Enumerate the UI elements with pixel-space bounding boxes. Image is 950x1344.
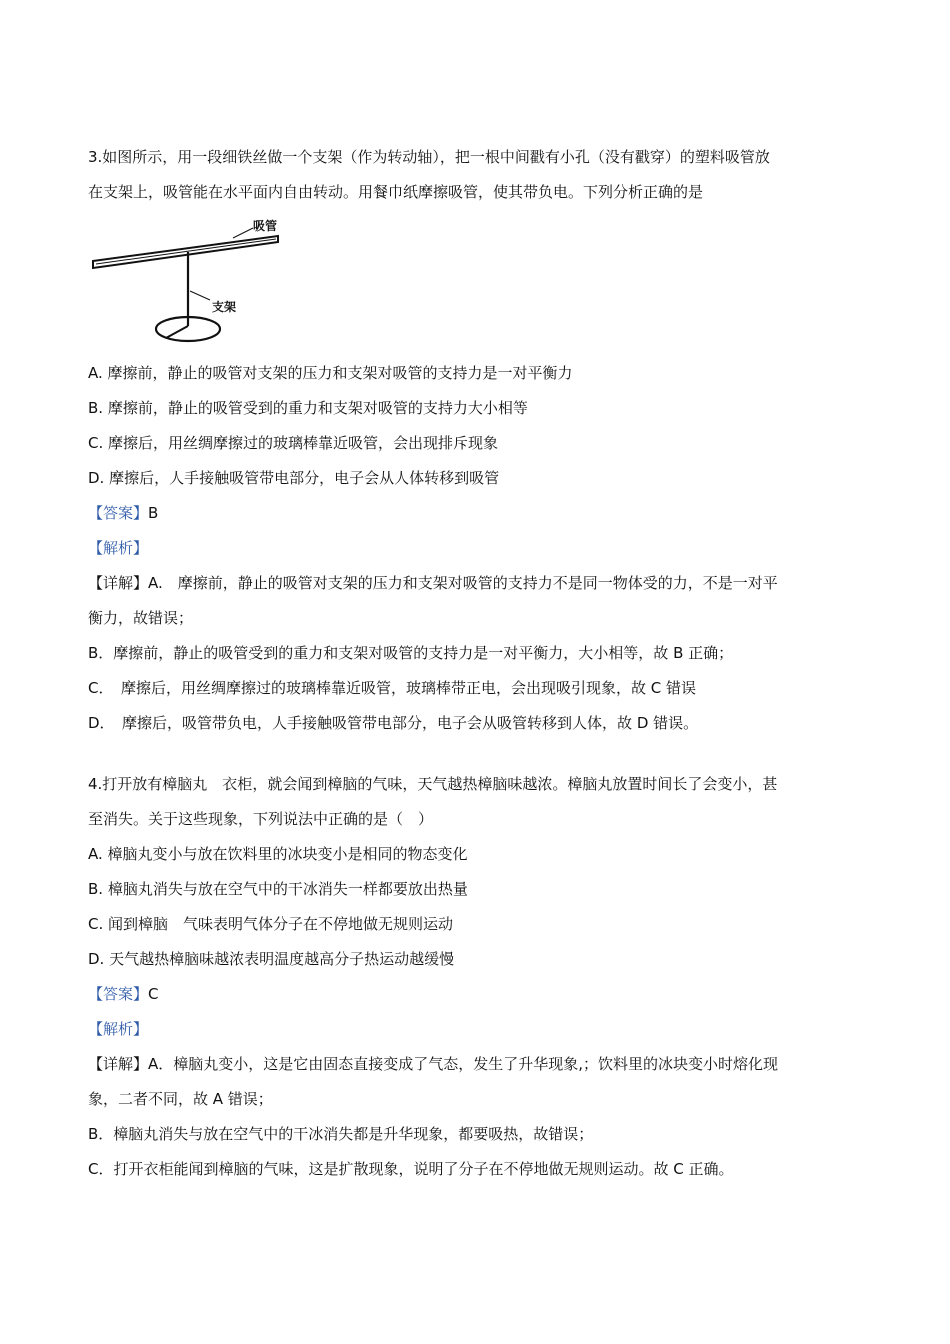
q4-detail-line-2: 象，二者不同，故 A 错误； [88,1090,273,1108]
q4-option-b: B. 樟脑丸消失与放在空气中的干冰消失一样都要放出热量 [88,880,468,898]
q3-answer-value: B [148,504,159,522]
straw-stand-figure [88,216,308,348]
q3-detail-b: B．摩擦前，静止的吸管受到的重力和支架对吸管的支持力是一对平衡力，大小相等，故 B 正确； [88,644,734,662]
q3-answer [88,496,878,531]
q4-option-d: D. 天气越热樟脑味越浓表明温度越高分子热运动越缓慢 [88,950,455,968]
q4-detail-line-1 [88,1047,878,1082]
q4-analysis-tag: 【解析】 [88,1020,149,1038]
q4-analysis [88,1012,878,1047]
q3-analysis-tag: 【解析】 [88,539,149,557]
q4-answer-tag: 【答案】 [88,985,149,1003]
q4-option-a: A. 樟脑丸变小与放在饮料里的冰块变小是相同的物态变化 [88,845,468,863]
q4-answer-value: C [148,985,159,1003]
q3-answer-tag: 【答案】 [88,504,149,522]
q4-answer [88,977,878,1012]
q3-detail-text-1: A. 摩擦前，静止的吸管对支架的压力和支架对吸管的支持力不是同一物体受的力，不是一对平 [148,574,778,592]
q3-detail-tag: 【详解】 [88,574,149,592]
q3-detail-line-1 [88,566,878,601]
q3-option-c: C. 摩擦后，用丝绸摩擦过的玻璃棒靠近吸管，会出现排斥现象 [88,434,499,452]
straw-label: 吸管 [253,219,278,233]
q4-stem-line-1: 4.打开放有樟脑丸 衣柜，就会闻到樟脑的气味，天气越热樟脑味越浓。樟脑丸放置时间长了会变小，甚 [88,775,778,793]
stand-label: 支架 [212,300,237,314]
q4-detail-c: C．打开衣柜能闻到樟脑的气味，这是扩散现象，说明了分子在不停地做无规则运动。故 C 正确。 [88,1160,734,1178]
straw-stand-diagram [88,216,308,348]
q3-detail-c: C． 摩擦后，用丝绸摩擦过的玻璃棒靠近吸管，玻璃棒带正电，会出现吸引现象，故 C 错误 [88,679,696,697]
q4-detail-tag: 【详解】 [88,1055,149,1073]
q3-stem-line-1: 3.如图所示，用一段细铁丝做一个支架（作为转动轴），把一根中间戳有小孔（没有戳穿）的塑料吸管放 [88,148,770,166]
q3-option-a: A. 摩擦前，静止的吸管对支架的压力和支架对吸管的支持力是一对平衡力 [88,364,573,382]
q3-option-d: D. 摩擦后，人手接触吸管带电部分，电子会从人体转移到吸管 [88,469,500,487]
q4-option-c: C. 闻到樟脑 气味表明气体分子在不停地做无规则运动 [88,915,454,933]
q3-option-b: B. 摩擦前，静止的吸管受到的重力和支架对吸管的支持力大小相等 [88,399,528,417]
q4-stem-line-2: 至消失。关于这些现象，下列说法中正确的是（ ） [88,810,434,828]
q4-detail-text-1: A．樟脑丸变小，这是它由固态直接变成了气态，发生了升华现象,；饮料里的冰块变小时熔化现 [148,1055,779,1073]
q3-detail-d: D． 摩擦后，吸管带负电，人手接触吸管带电部分，电子会从吸管转移到人体，故 D 错误。 [88,714,699,732]
q3-analysis [88,531,878,566]
q3-stem-line-2: 在支架上，吸管能在水平面内自由转动。用餐巾纸摩擦吸管，使其带负电。下列分析正确的是 [88,183,704,201]
q3-detail-line-2: 衡力，故错误； [88,609,194,627]
document-page [88,140,878,1187]
q4-detail-b: B．樟脑丸消失与放在空气中的干冰消失都是升华现象，都要吸热，故错误； [88,1125,594,1143]
